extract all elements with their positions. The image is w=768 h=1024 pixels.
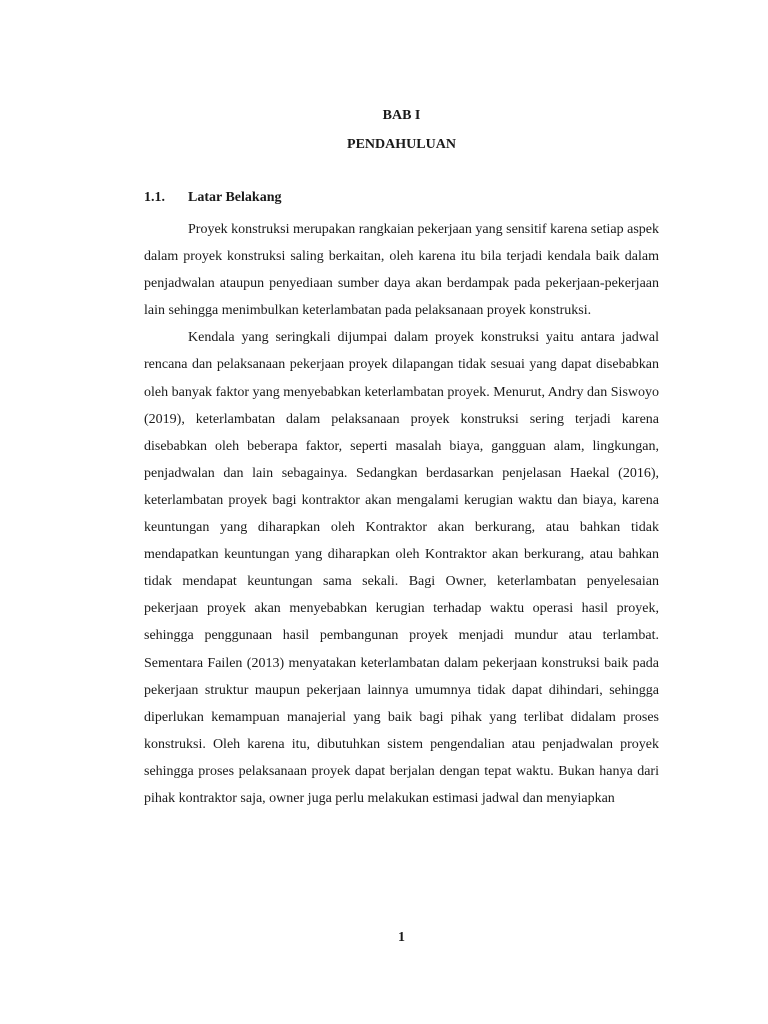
chapter-title: PENDAHULUAN [347,137,456,152]
section-title: Latar Belakang [188,190,282,205]
paragraph-2: Kendala yang seringkali dijumpai dalam proyek konstruksi yaitu antara jadwal rencana dan pelaksanaan pekerjaan proyek dilapangan tidak sesuai yang dapat disebabkan oleh banyak faktor yang menyebabkan keterlambatan proyek. Menurut, Andry dan Siswoyo (2019), keterlambatan dalam pelaksanaan proyek konstruksi sering terjadi karena disebabkan oleh beberapa faktor, seperti masalah biaya, gangguan alam, lingkungan, penjadwalan dan lain sebagainya. Sedangkan berdasarkan penjelasan Haekal (2016), keterlambatan proyek bagi kontraktor akan mengalami kerugian waktu dan biaya, karena keuntungan yang diharapkan oleh Kontraktor akan berkurang, atau bahkan tidak mendapatkan keuntungan yang diharapkan oleh Kontraktor akan berkurang, atau bahkan tidak mendapat keuntungan sama sekali. Bagi Owner, keterlambatan penyelesaian pekerjaan proyek akan menyebabkan kerugian terhadap waktu operasi hasil proyek, sehingga penggunaan hasil pembangunan proyek menjadi mundur atau terlambat. Sementara Failen (2013) menyatakan keterlambatan dalam pekerjaan konstruksi baik pada pekerjaan struktur maupun pekerjaan lainnya umumnya tidak dapat dihindari, sehingga diperlukan kemampuan manajerial yang baik bagi pihak yang terlibat didalam proses konstruksi. Oleh karena itu, dibutuhkan sistem pengendalian atau penjadwalan proyek sehingga proses pelaksanaan proyek dapat berjalan dengan tepat waktu. Bukan hanya dari pihak kontraktor saja, owner juga perlu melakukan estimasi jadwal dan menyiapkan [144,330,659,806]
page-number: 1 [398,930,405,945]
chapter-number: BAB I [382,108,421,123]
paragraph-1: Proyek konstruksi merupakan rangkaian pekerjaan yang sensitif karena setiap aspek dalam proyek konstruksi saling berkaitan, oleh karena itu bila terjadi kendala baik dalam penjadwalan ataupun penyediaan sumber daya akan berdampak pada pekerjaan-pekerjaan lain sehingga menimbulkan keterlambatan pada pelaksanaan proyek konstruksi. [144,222,659,319]
section-heading [144,190,281,206]
section-number: 1.1. [144,190,165,205]
body-text [144,216,659,812]
